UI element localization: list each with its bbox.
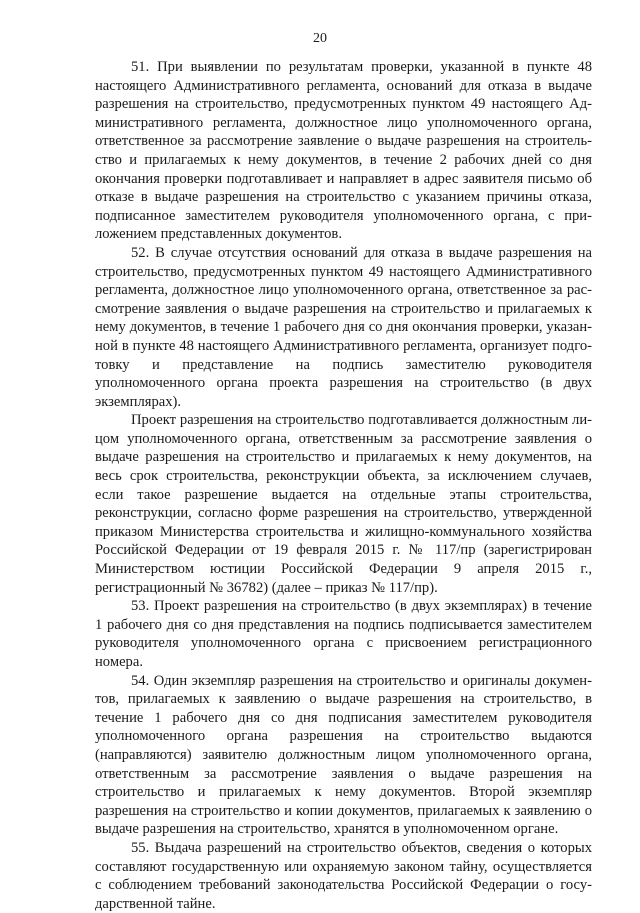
paragraph-55: 55. Выдача разрешений на строительство объектов, сведения о которых составляют государственную или охраняемую законом тайну, осуществляется с соблюдением требований законодательства Российской Федерации о государственной тайне. — [95, 839, 592, 912]
paragraph-draft-permit: Проект разрешения на строительство подготавливается должностным лицом уполномоченного органа, ответственным за рассмотрение заявления о выдаче разрешения на строительство и прилагаемых к нему документов, на весь срок строительства, реконструкции объекта, за исключением случаев, если такое разрешение выдается на отдельные этапы строительства, реконструкции, согласно форме разрешения на строительство, утвержденной приказом Министерства строительства и жилищно-коммунального хозяйства Российской Федерации от 19 февраля 2015 г. № 117/пр (зарегистрирован Министерством юстиции Российской Федерации 9 апреля 2015 г., регистрационный № 36782) (далее – приказ № 117/пр). — [95, 412, 592, 596]
paragraph-51: 51. При выявлении по результатам проверки, указанной в пункте 48 настоящего Административного регламента, оснований для отказа в выдаче разрешения на строительство, предусмотренных пунктом 49 настоящего Административного регламента, должностное лицо уполномоченного органа, ответственное за рассмотрение заявление о выдаче разрешения на строительство и прилагаемых к нему документов, в течение 2 рабочих дней со дня окончания проверки подготавливает и направляет в адрес заявителя письмо об отказе в выдаче разрешения на строительство с указанием причины отказа, подписанное заместителем руководителя уполномоченного органа, с приложением представленных документов. — [95, 59, 592, 243]
page-number: 20 — [313, 31, 327, 46]
document-body — [95, 58, 592, 913]
paragraph-53: 53. Проект разрешения на строительство (в двух экземплярах) в течение 1 рабочего дня со дня представления на подпись подписывается заместителем руководителя уполномоченного органа с присвоением регистрационного номера. — [95, 598, 592, 670]
paragraph-54: 54. Один экземпляр разрешения на строительство и оригиналы документов, прилагаемых к заявлению о выдаче разрешения на строительство, в течение 1 рабочего дня со дня подписания заместителем руководителя уполномоченного органа разрешения на строительство выдаются (направляются) заявителю должностным лицом уполномоченного органа, ответственным за рассмотрение заявления о выдаче разрешения на строительство и прилагаемых к нему документов. Второй экземпляр разрешения на строительство и копии документов, прилагаемых к заявлению о выдаче разрешения на строительство, хранятся в уполномоченном органе. — [95, 672, 592, 838]
paragraph-52: 52. В случае отсутствия оснований для отказа в выдаче разрешения на строительство, предусмотренных пунктом 49 настоящего Административного регламента, должностное лицо уполномоченного органа, ответственное за рассмотрение заявления о выдаче разрешения на строительство и прилагаемых к нему документов, в течение 1 рабочего дня со дня окончания проверки, указанной в пункте 48 настоящего Административного регламента, организует подготовку и представление на подпись заместителю руководителя уполномоченного органа проекта разрешения на строительство (в двух экземплярах). — [95, 244, 592, 410]
